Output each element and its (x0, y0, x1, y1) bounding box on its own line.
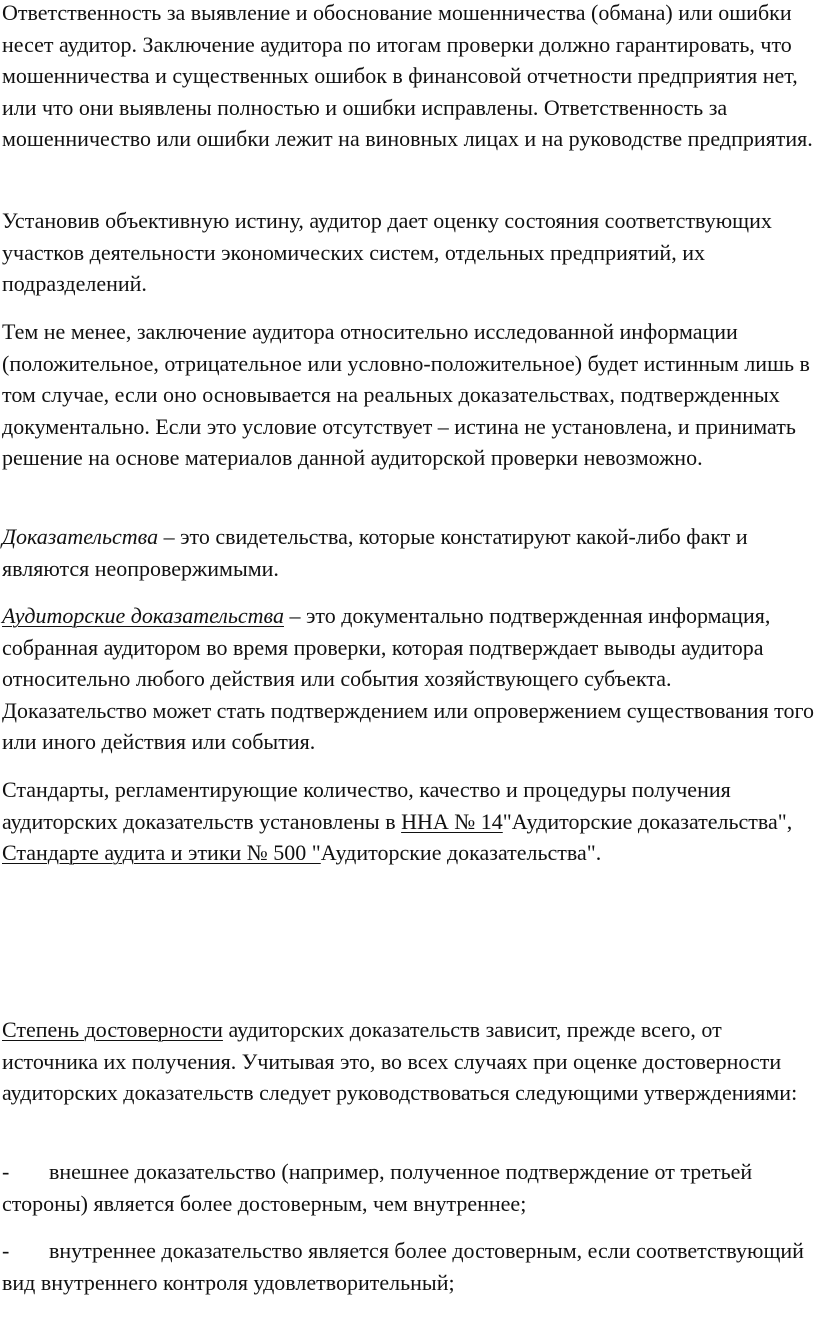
term-evidence: Доказательства (2, 524, 159, 549)
list-item-text: внутреннее доказательство является более достоверным, если соответствующий вид внутреннего контроля удовлетворительный; (2, 1238, 804, 1295)
paragraph-standards (2, 774, 814, 869)
paragraph-audit-evidence-definition (2, 600, 814, 758)
reliability-degree-text: аудиторских доказательств зависит, прежде всего, от источника их получения. Учитывая это, во всех случаях при оценке достоверности аудиторских доказательств следует руководствоваться следующими утверждениями: (2, 1017, 798, 1105)
paragraph-responsibility: Ответственность за выявление и обоснование мошенничества (обмана) или ошибки несет аудитор. Заключение аудитора по итогам проверки должно гарантировать, что мошенничества и существенных ошибок в финансовой отчетности предприятия нет, или что они выявлены полностью и ошибки исправлены. Ответственность за мошенничество или ошибки лежит на виновных лицах и на руководстве предприятия. (2, 0, 813, 151)
paragraph-reliability-degree (2, 1014, 814, 1109)
standards-text-b: "Аудиторские доказательства", (502, 808, 793, 834)
list-marker: - (2, 1159, 10, 1184)
standards-text-a: Стандарты, регламентирующие количество, качество и процедуры получения аудиторских доказательств установлены в (2, 777, 731, 834)
list-item (2, 1156, 814, 1219)
paragraph-evidence-definition (2, 521, 814, 584)
evidence-definition-text: – это свидетельства, которые констатируют какой-либо факт и являются неопровержимыми. (2, 524, 748, 581)
paragraph-objective-truth: Установив объективную истину, аудитор дает оценку состояния соответствующих участков деятельности экономических систем, отдельных предприятий, их подразделений. (2, 208, 772, 296)
list-item (2, 1235, 814, 1298)
standard-500-link[interactable]: Стандарте аудита и этики № 500 " (2, 840, 321, 865)
list-item-text: внешнее доказательство (например, полученное подтверждение от третьей стороны) является более достоверным, чем внутреннее; (2, 1159, 753, 1216)
term-reliability-degree-link[interactable]: Степень достоверности (2, 1017, 223, 1042)
list-marker: - (2, 1238, 10, 1263)
term-audit-evidence-link[interactable]: Аудиторские доказательства (2, 603, 284, 628)
nna-14-link[interactable]: ННА № 14 (401, 808, 503, 834)
standards-text-c: Аудиторские доказательства". (320, 840, 602, 865)
audit-evidence-definition-text: – это документально подтвержденная информация, собранная аудитором во время проверки, которая подтверждает выводы аудитора относительно любого действия или события хозяйствующего субъекта. Доказательство может стать подтверждением или опровержением существования того или иного действия или события. (2, 603, 814, 754)
paragraph-auditor-conclusion: Тем не менее, заключение аудитора относительно исследованной информации (положительное, отрицательное или условно-положительное) будет истинным лишь в том случае, если оно основывается на реальных доказательствах, подтвержденных документально. Если это условие отсутствует – истина не установлена, и принимать решение на основе материалов данной аудиторской проверки невозможно. (2, 319, 810, 470)
